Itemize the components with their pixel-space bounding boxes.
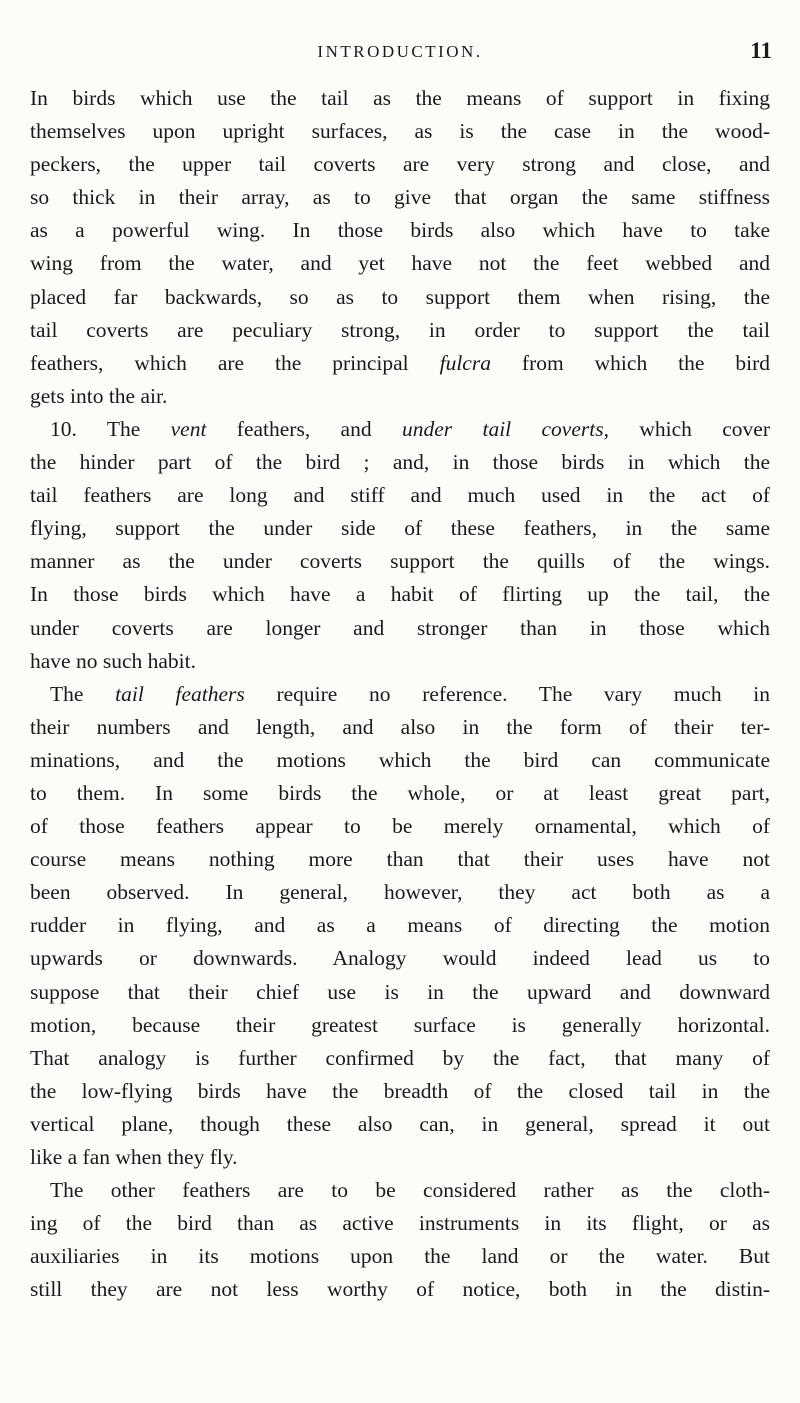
text-line — [30, 1174, 770, 1207]
text-run: That analogy is further confirmed by the fact, that many of — [30, 1045, 770, 1070]
text-run: flying, support the under side of these feathers, in the same — [30, 516, 770, 541]
text-run: from which the bird — [490, 350, 770, 375]
text-line — [30, 1141, 770, 1174]
text-run: course means nothing more than that their uses have not — [30, 847, 770, 872]
text-line — [30, 909, 770, 942]
text-line — [30, 1009, 770, 1042]
text-line — [30, 1108, 770, 1141]
text-run: motion, because their greatest surface is generally horizontal. — [30, 1012, 770, 1037]
text-run: upwards or downwards. Analogy would indeed lead us to — [30, 946, 770, 971]
text-run: vertical plane, though these also can, in general, spread it out — [30, 1111, 770, 1136]
text-run: tail feathers are long and stiff and much used in the act of — [30, 483, 770, 508]
text-run: placed far backwards, so as to support them when rising, the — [30, 284, 770, 309]
text-line — [30, 843, 770, 876]
text-line — [30, 1240, 770, 1273]
text-line — [30, 314, 770, 347]
text-run: , which cover — [603, 416, 770, 441]
text-line — [30, 181, 770, 214]
text-run: 10. The — [50, 416, 171, 441]
text-run: minations, and the motions which the bird can communicate — [30, 747, 770, 772]
text-line — [30, 214, 770, 247]
text-line — [30, 942, 770, 975]
text-line — [30, 545, 770, 578]
text-line — [30, 247, 770, 280]
text-line — [30, 645, 770, 678]
text-line — [30, 347, 770, 380]
text-line — [30, 1207, 770, 1240]
text-run: still they are not less worthy of notice, both in the distin- — [30, 1277, 770, 1302]
text-run: under coverts are longer and stronger than in those which — [30, 615, 770, 640]
text-run: have no such habit. — [30, 648, 196, 673]
italic-term: fulcra — [439, 350, 491, 375]
text-line — [30, 810, 770, 843]
text-line — [30, 380, 770, 413]
text-line — [30, 115, 770, 148]
text-line — [30, 479, 770, 512]
page-header — [0, 38, 800, 68]
text-run: the low-flying birds have the breadth of the closed tail in the — [30, 1078, 770, 1103]
text-run: The other feathers are to be considered rather as the cloth- — [50, 1178, 770, 1203]
text-run: ing of the bird than as active instruments in its flight, or as — [30, 1211, 770, 1236]
italic-term: tail feathers — [115, 681, 245, 706]
text-run: so thick in their array, as to give that organ the same stiffness — [30, 185, 770, 210]
running-head: INTRODUCTION. — [317, 42, 483, 61]
text-line — [30, 678, 770, 711]
text-line — [30, 976, 770, 1009]
text-run: gets into the air. — [30, 383, 168, 408]
text-run: auxiliaries in its motions upon the land or the water. But — [30, 1244, 770, 1269]
text-line — [30, 82, 770, 115]
text-line — [30, 578, 770, 611]
italic-term: vent — [170, 416, 207, 441]
text-run: The — [50, 681, 116, 706]
text-run: the hinder part of the bird ; and, in those birds in which the — [30, 450, 770, 475]
text-run: rudder in flying, and as a means of directing the motion — [30, 913, 770, 938]
text-run: themselves upon upright surfaces, as is the case in the wood- — [30, 119, 770, 144]
text-line — [30, 876, 770, 909]
page-number: 11 — [750, 38, 772, 63]
text-line — [30, 281, 770, 314]
text-run: In birds which use the tail as the means of support in fixing — [30, 86, 770, 110]
text-line — [30, 413, 770, 446]
text-run: to them. In some birds the whole, or at least great part, — [30, 780, 770, 805]
text-run: peckers, the upper tail coverts are very strong and close, and — [30, 152, 770, 177]
body-text — [30, 82, 770, 1306]
text-line — [30, 446, 770, 479]
text-run: been observed. In general, however, they act both as a — [30, 880, 770, 905]
text-run: wing from the water, and yet have not the feet webbed and — [30, 251, 770, 276]
text-line — [30, 1273, 770, 1306]
text-line — [30, 512, 770, 545]
text-run: In those birds which have a habit of flirting up the tail, the — [30, 582, 770, 607]
text-run: of those feathers appear to be merely ornamental, which of — [30, 814, 770, 839]
text-line — [30, 148, 770, 181]
text-run: manner as the under coverts support the quills of the wings. — [30, 549, 770, 574]
text-run: feathers, and — [206, 416, 402, 441]
text-run: require no reference. The vary much in — [244, 681, 770, 706]
text-line — [30, 777, 770, 810]
italic-term: under tail coverts — [401, 416, 604, 441]
text-line — [30, 711, 770, 744]
text-run: suppose that their chief use is in the upward and downward — [30, 979, 770, 1004]
text-run: as a powerful wing. In those birds also which have to take — [30, 218, 770, 243]
text-run: like a fan when they fly. — [30, 1145, 238, 1169]
text-line — [30, 1042, 770, 1075]
text-run: feathers, which are the principal — [30, 350, 440, 375]
text-line — [30, 1075, 770, 1108]
text-run: tail coverts are peculiary strong, in order to support the tail — [30, 317, 770, 342]
text-line — [30, 612, 770, 645]
text-line — [30, 744, 770, 777]
text-run: their numbers and length, and also in the form of their ter- — [30, 714, 770, 739]
